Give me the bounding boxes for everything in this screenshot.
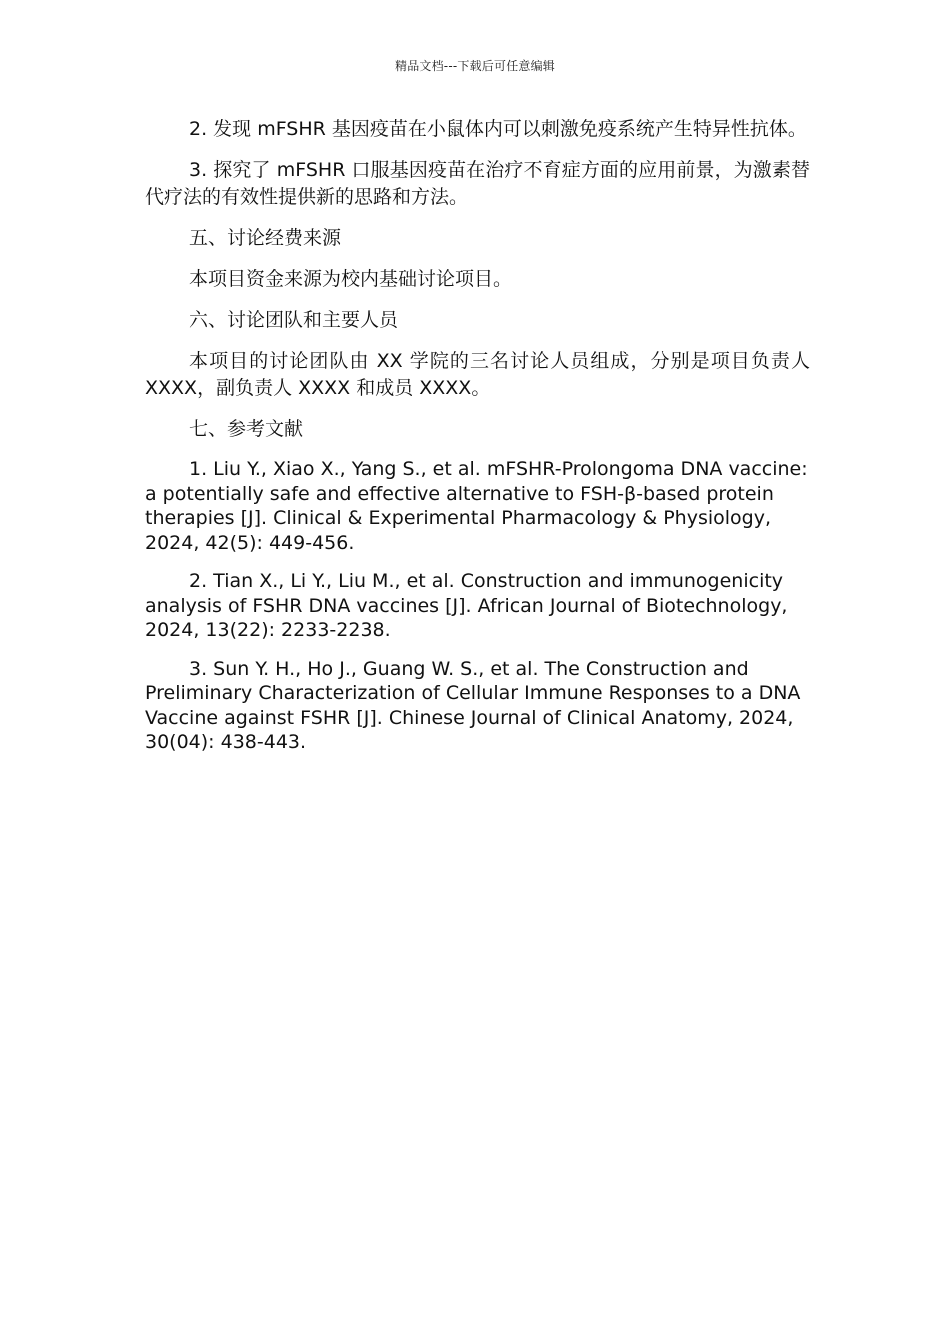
section-heading-funding: 五、讨论经费来源 — [189, 227, 342, 249]
section-heading-team: 六、讨论团队和主要人员 — [189, 309, 399, 331]
finding-paragraph-3: 3. 探究了 mFSHR 口服基因疫苗在治疗不育症方面的应用前景，为激素替代疗法的有效性提供新的思路和方法。 — [145, 159, 810, 208]
reference-item-3: 3. Sun Y. H., Ho J., Guang W. S., et al. The Construction and Preliminary Characterization of Cellular Immune Responses to a DNA Vaccine against FSHR [J]. Chinese Journal of Clinical Anatomy, 2024, 30(04): 438-443. — [145, 657, 801, 753]
section-heading-references: 七、参考文献 — [189, 418, 304, 440]
document-body — [145, 116, 810, 769]
team-paragraph: 本项目的讨论团队由 XX 学院的三名讨论人员组成，分别是项目负责人 XXXX，副负责人 XXXX 和成员 XXXX。 — [145, 350, 810, 399]
reference-item-2: 2. Tian X., Li Y., Liu M., et al. Construction and immunogenicity analysis of FSHR DNA vaccines [J]. African Journal of Biotechnology, 2024, 13(22): 2233-2238. — [145, 570, 788, 641]
page-header: 精品文档---下载后可任意编辑 — [395, 59, 555, 73]
finding-paragraph-2: 2. 发现 mFSHR 基因疫苗在小鼠体内可以刺激免疫系统产生特异性抗体。 — [189, 118, 807, 140]
funding-paragraph: 本项目资金来源为校内基础讨论项目。 — [189, 268, 513, 290]
reference-item-1: 1. Liu Y., Xiao X., Yang S., et al. mFSHR-Prolongoma DNA vaccine: a potentially safe and effective alternative to FSH-β-based protein therapies [J]. Clinical & Experimental Pharmacology & Physiology, 2024, 42(5): 449-456. — [145, 458, 808, 554]
